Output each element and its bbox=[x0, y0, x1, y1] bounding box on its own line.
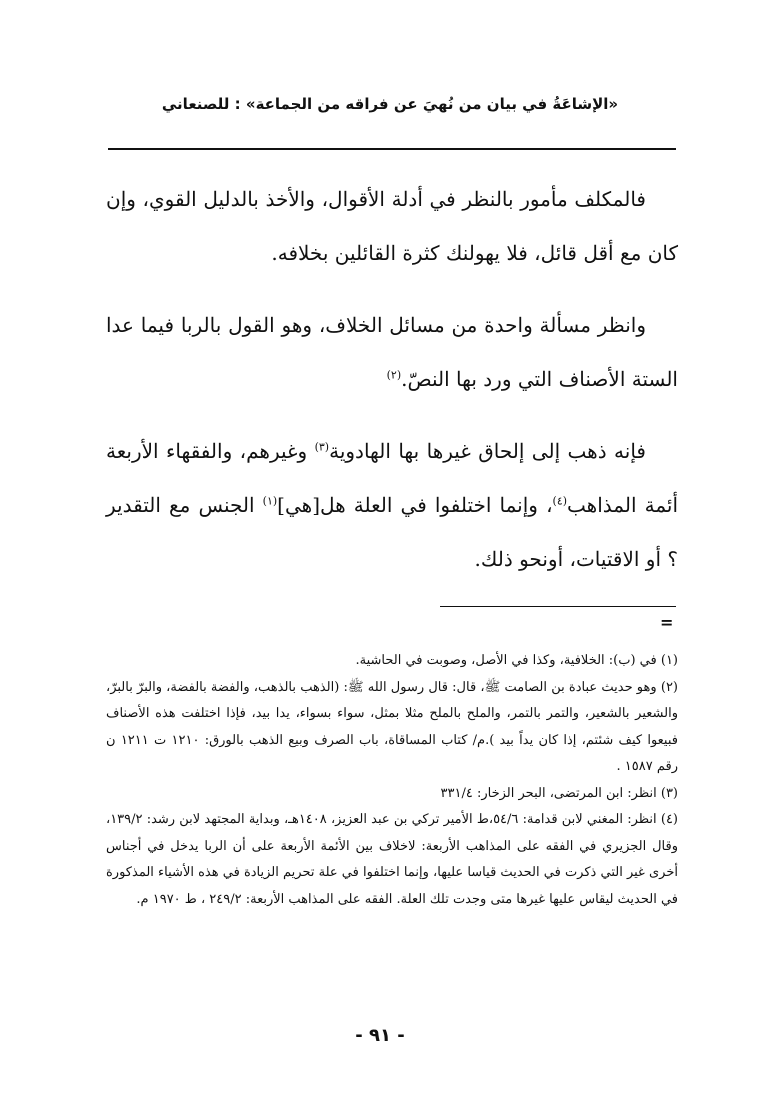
running-header: «الإشاعَةُ في بيان من نُهيَ عن فراقه من الجماعة» : للصنعاني bbox=[161, 95, 619, 113]
paragraph-text: وغيرهم، والفقهاء الأربعة أئمة المذاهب bbox=[106, 439, 679, 517]
paragraph-2 bbox=[106, 298, 678, 406]
footnote-marker: (٣) bbox=[314, 440, 330, 454]
paragraph-text: وانظر مسألة واحدة من مسائل الخلاف، وهو القول بالربا فيما عدا الستة الأصناف التي ورد بها النصّ. bbox=[106, 313, 678, 391]
paragraph-3 bbox=[106, 424, 678, 586]
footnotes bbox=[106, 648, 678, 913]
footnote-3: (٣) انظر: ابن المرتضى، البحر الزخار: ٣٣١/٤ bbox=[440, 785, 678, 801]
footnote-marker: (١) bbox=[262, 494, 278, 508]
paragraph-text: ، وإنما اختلفوا في العلة هل[هي] bbox=[277, 493, 553, 517]
page-number: - ٩١ - bbox=[355, 1025, 405, 1046]
footnote-2: (٢) وهو حديث عبادة بن الصامت ﷺ، قال: قال رسول الله ﷺ: (الذهب بالذهب، والفضة بالفضة، والبرّ بالبرّ، والشعير بالشعير، والتمر بالتمر، والملح بالملح مثلا بمثل، سواء بسواء، يدا بيد، فإذا اختلفت هذه الأصناف فبيعوا كيف شئتم، إذا كان يداً بيد ).م/ كتاب المساقاة، باب الصرف وبيع الذهب بالورق: ١٢١٠ ت ١٢١١ ن رقم ١٥٨٧ . bbox=[106, 679, 678, 774]
paragraph-text: فإنه ذهب إلى إلحاق غيرها بها الهادوية bbox=[329, 439, 646, 463]
footnote-1: (١) في (ب): الخلافية، وكذا في الأصل، وصوبت في الحاشية. bbox=[355, 653, 678, 668]
paragraph-text: الجنس مع التقدير ؟ أو الاقتيات، أونحو ذلك. bbox=[106, 493, 678, 571]
header-divider bbox=[108, 148, 676, 150]
paragraph-text: فالمكلف مأمور بالنظر في أدلة الأقوال، والأخذ بالدليل القوي، وإن كان مع أقل قائل، فلا يهولنك كثرة القائلين بخلافه. bbox=[106, 187, 678, 265]
footnote-marker: (٢) bbox=[386, 368, 402, 382]
footnote-continuation-mark: = bbox=[660, 613, 674, 632]
footnote-marker: (٤) bbox=[552, 494, 568, 508]
main-text bbox=[106, 172, 678, 604]
paragraph-1 bbox=[106, 172, 678, 280]
footnote-divider bbox=[440, 606, 676, 607]
footnote-4: (٤) انظر: المغني لابن قدامة: ٥٤/٦،ط الأمير تركي بن عبد العزيز، ١٤٠٨هـ، وبداية المجتهد لابن رشد: ١٣٩/٢، وقال الجزيري في الفقه على المذاهب الأربعة: لاخلاف بين الأئمة الأربعة على أن الربا يدخل في أجناس أخرى غير التي ذكرت في الحديث قياسا عليها، وإنما اختلفوا في علة تحريم الزيادة في هذه الأشياء المذكورة في الحديث ليقاس عليها غيرها متى وجدت تلك العلة. الفقه على المذاهب الأربعة: ٢٤٩/٢ ، ط ١٩٧٠ م. bbox=[106, 812, 678, 907]
